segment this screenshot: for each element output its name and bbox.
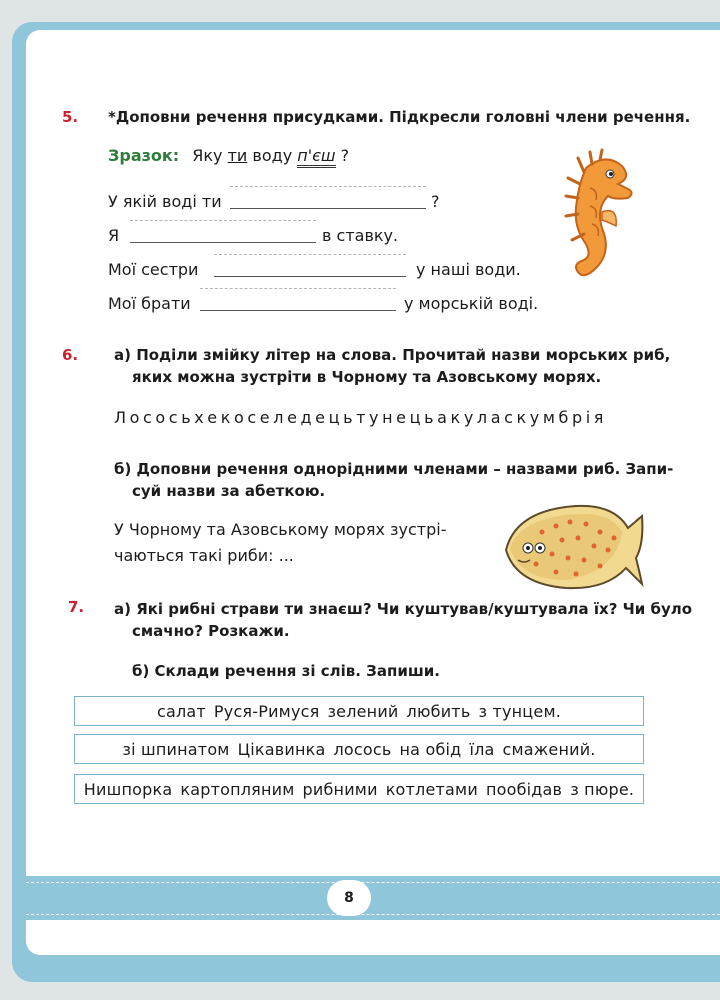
task-7a-line-1: а) Які рибні страви ти знаєш? Чи куштував/куштувала їх? Чи було: [114, 600, 693, 618]
example-predicate: п'єш: [297, 146, 335, 168]
seahorse-illustration: [556, 148, 646, 288]
word: їла: [469, 739, 495, 759]
example-subject: ти: [227, 146, 248, 165]
task-6b-line-1: б) Доповни речення однорідними членами – назвами риб. Запи-: [114, 460, 674, 478]
answer-line-2[interactable]: [130, 242, 316, 243]
task-6a-line-2: яких можна зустріти в Чорному та Азовському морях.: [132, 368, 602, 386]
word-box-2: [74, 734, 644, 764]
task-6-text-line-1: У Чорному та Азовському морях зустрі-: [114, 520, 447, 539]
word: салат: [156, 701, 206, 721]
answer-line-4[interactable]: [200, 310, 396, 311]
sentence-4-end: у морській воді.: [404, 294, 539, 313]
word: зі шпинатом: [122, 739, 230, 759]
answer-line-1[interactable]: [230, 208, 426, 209]
example-word-1: Яку: [192, 146, 223, 165]
word: любить: [406, 701, 471, 721]
dotted-guide: [230, 186, 426, 187]
word: Цікавинка: [237, 739, 326, 759]
word: рибними: [302, 779, 378, 799]
sentence-2-end: в ставку.: [322, 226, 399, 245]
word-box-1: [74, 696, 644, 726]
footer-dashed-line: [26, 914, 720, 915]
word: з тунцем.: [478, 701, 562, 721]
sentence-2-start: Я: [108, 226, 120, 245]
example-label: Зразок:: [108, 146, 180, 165]
task-5-number: 5.: [62, 108, 79, 126]
task-7b-line: б) Склади речення зі слів. Запиши.: [132, 662, 440, 680]
page-number: 8: [327, 880, 371, 916]
sentence-4-start: Мої брати: [108, 294, 191, 313]
word: котлетами: [385, 779, 478, 799]
word: смажений.: [502, 739, 596, 759]
word-box-3: [74, 774, 644, 804]
dotted-guide: [214, 254, 406, 255]
task-7a-line-2: смачно? Розкажи.: [132, 622, 290, 640]
word: зелений: [327, 701, 399, 721]
word: на обід: [399, 739, 462, 759]
word: лосось: [333, 739, 392, 759]
task-7-number: 7.: [68, 598, 85, 616]
letter-snake: Лососьхекоселедецьтунецьакуласкумбрія: [114, 408, 608, 427]
sentence-1-start: У якій воді ти: [108, 192, 222, 211]
word: картопляним: [180, 779, 295, 799]
workbook-page: [26, 30, 720, 955]
sentence-3-end: у наші води.: [416, 260, 521, 279]
task-6a-line-1: а) Поділи змійку літер на слова. Прочитай назви морських риб,: [114, 346, 671, 364]
word: з пюре.: [570, 779, 635, 799]
sentence-3-start: Мої сестри: [108, 260, 199, 279]
task-5-example: [108, 144, 349, 168]
dotted-guide: [130, 220, 316, 221]
dotted-guide: [200, 288, 396, 289]
answer-line-3[interactable]: [214, 276, 406, 277]
task-6-text-line-2: чаються такі риби: ...: [114, 546, 294, 565]
example-question-mark: ?: [340, 146, 350, 165]
task-5-instruction: *Доповни речення присудками. Підкресли головні члени речення.: [108, 108, 691, 126]
footer-dashed-line: [26, 882, 720, 883]
word: пообідав: [485, 779, 563, 799]
word: Руся-Римуся: [213, 701, 320, 721]
sentence-1-end: ?: [431, 192, 440, 211]
flounder-fish-illustration: [496, 488, 646, 598]
task-6-number: 6.: [62, 346, 79, 364]
word: Нишпорка: [83, 779, 173, 799]
task-6b-line-2: суй назви за абеткою.: [132, 482, 326, 500]
example-word-2: воду: [252, 146, 293, 165]
